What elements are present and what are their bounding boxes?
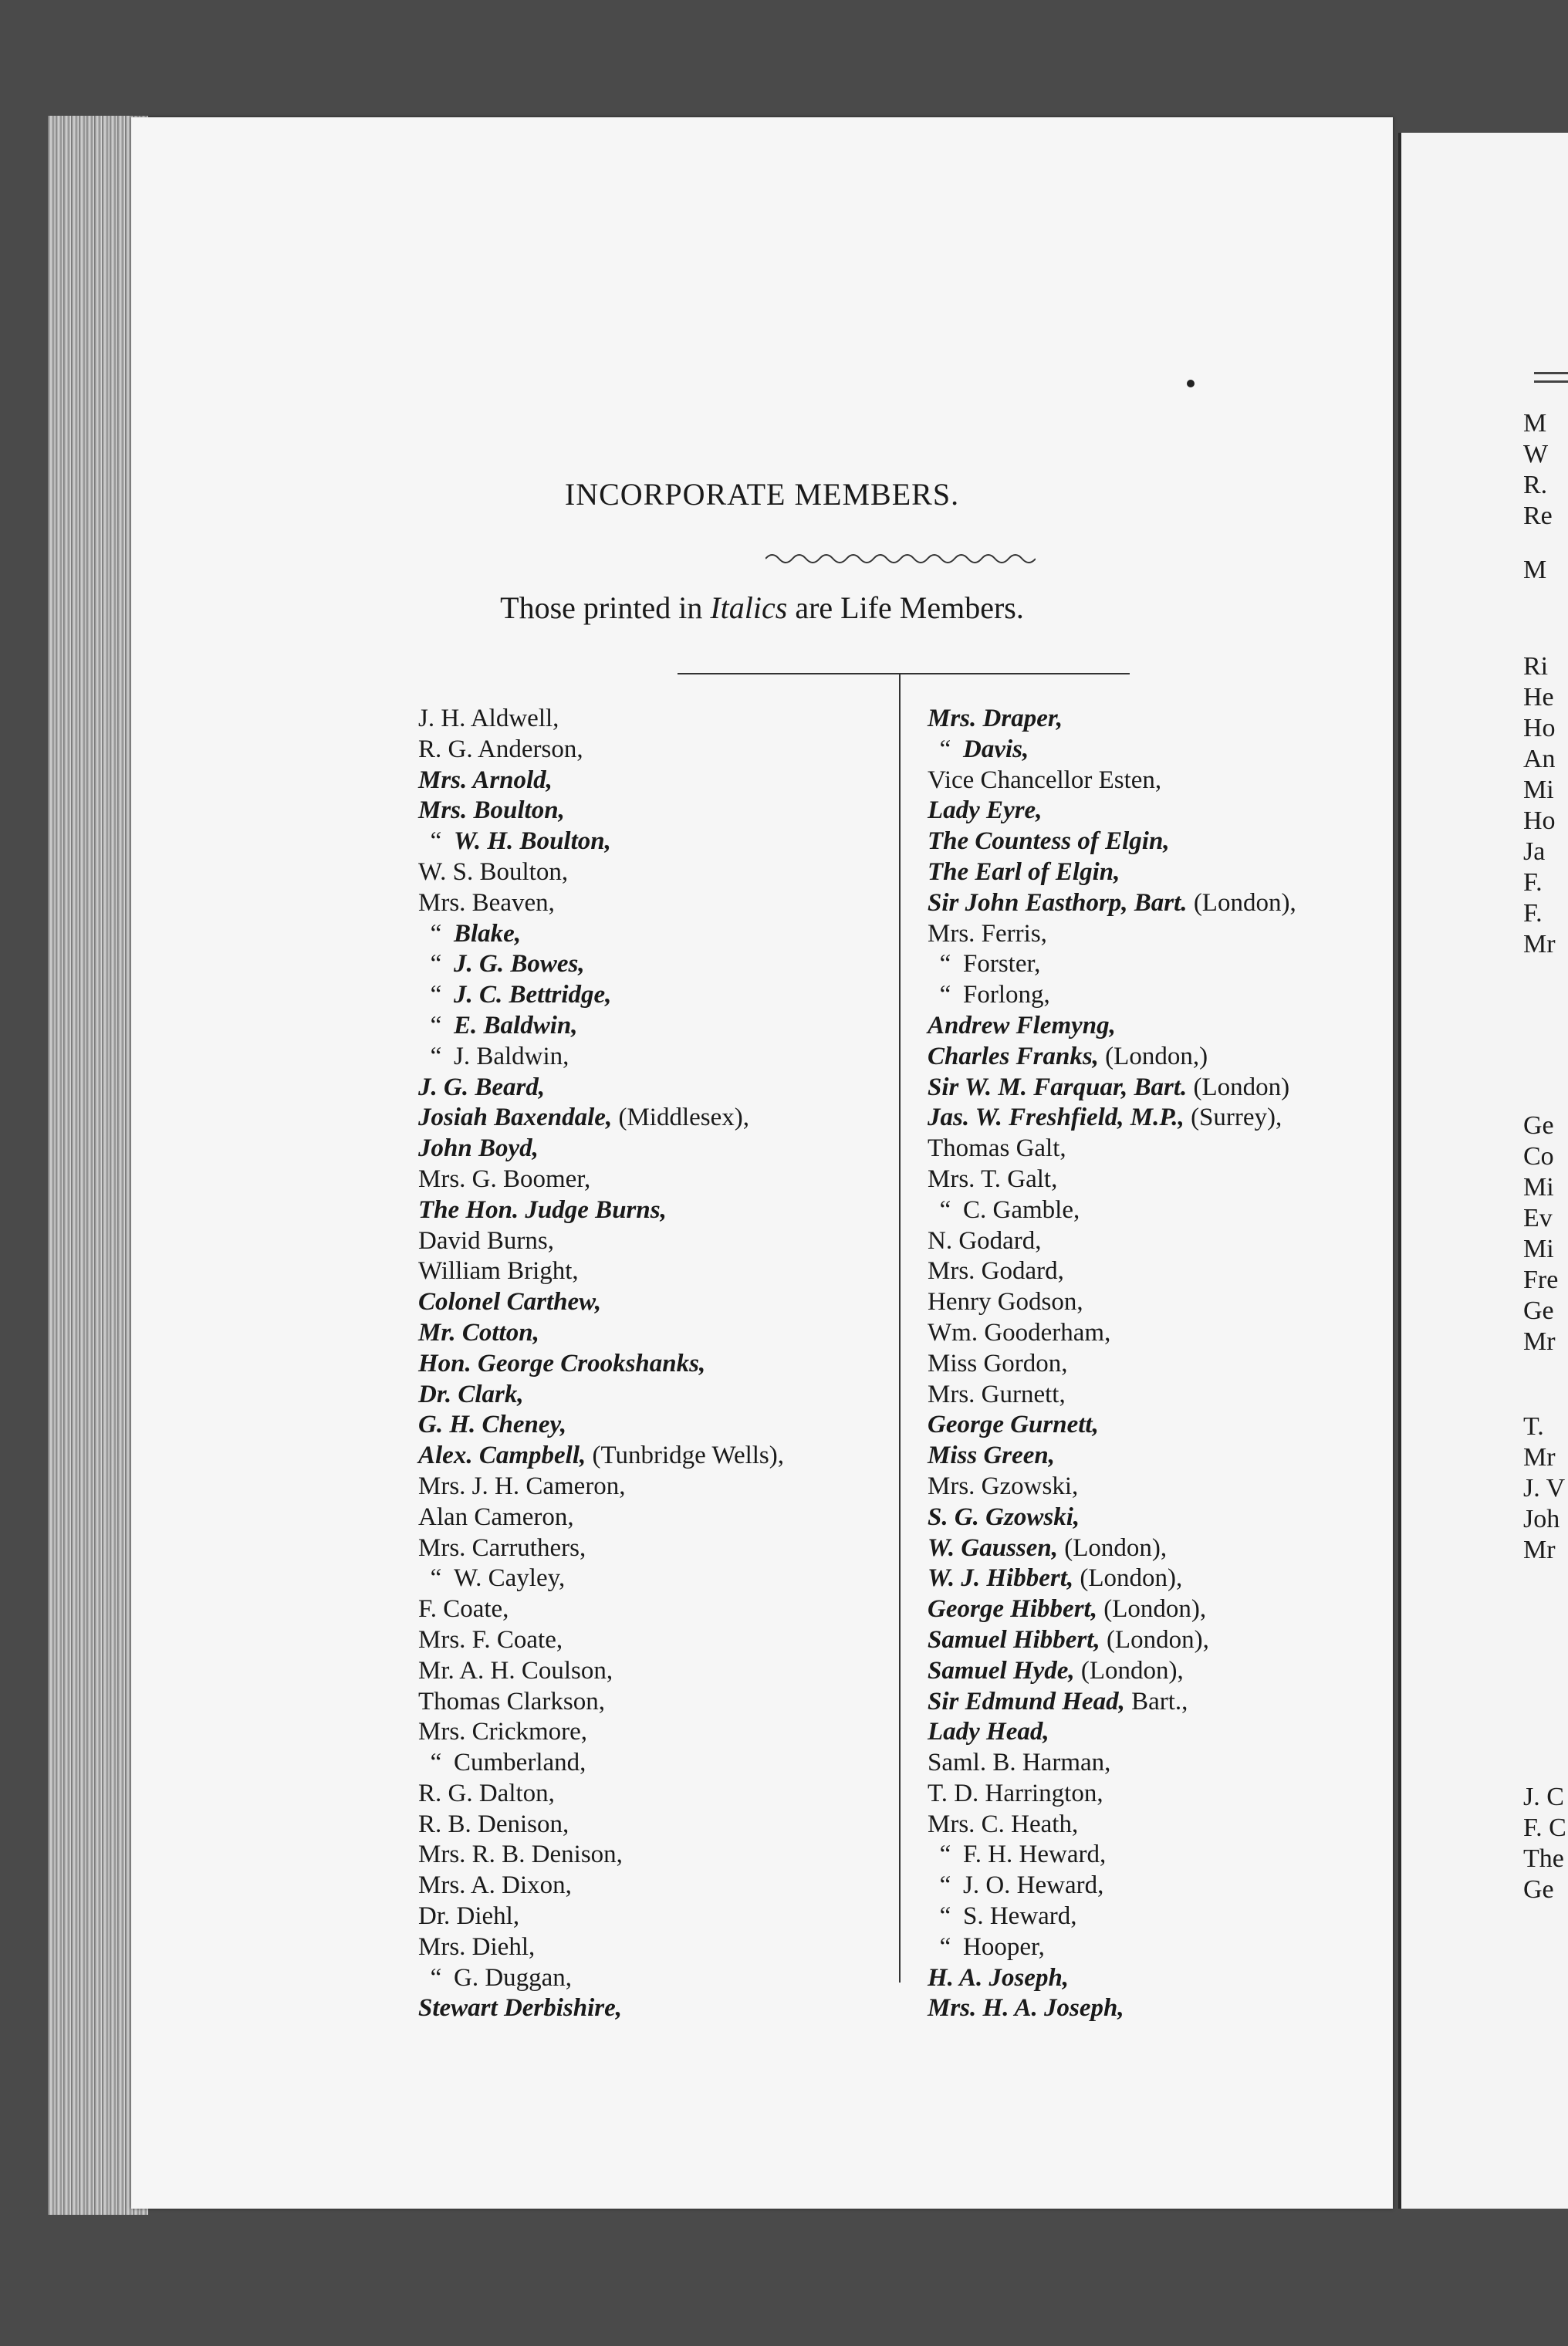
facing-page-fragment: Mr	[1523, 1536, 1556, 1564]
member-name: George Gurnett,	[928, 1411, 1099, 1439]
facing-page-fragment: J. V	[1523, 1474, 1566, 1503]
member-name: Mrs. A. Dixon,	[418, 1871, 572, 1900]
member-name: Mrs. Boulton,	[418, 796, 565, 825]
facing-page-fragment: Ja	[1523, 837, 1546, 866]
member-name: S. Heward,	[963, 1902, 1077, 1931]
facing-page-fragment: Mr	[1523, 930, 1556, 958]
member-entry	[418, 1380, 784, 1411]
member-entry	[928, 1594, 1296, 1625]
ditto-mark: “	[430, 950, 442, 979]
member-name: W. Gaussen,	[928, 1533, 1059, 1562]
ditto-mark: “	[939, 1902, 951, 1931]
facing-page-fragment: Joh	[1523, 1505, 1560, 1533]
member-entry	[418, 1717, 784, 1748]
member-entry	[418, 1410, 784, 1441]
member-entry	[928, 888, 1296, 919]
member-entry	[928, 1318, 1296, 1349]
member-name: Dr. Diehl,	[418, 1902, 520, 1931]
member-name: Sir John Easthorp, Bart.	[928, 888, 1188, 917]
subtitle-post: are Life Members.	[787, 590, 1024, 625]
member-entry	[418, 1134, 784, 1165]
ditto-mark: “	[430, 1042, 442, 1070]
member-name: Mrs. Ferris,	[928, 919, 1047, 948]
member-location: (London),	[1097, 1595, 1207, 1624]
member-entry	[928, 1810, 1296, 1841]
subtitle-pre: Those printed in	[500, 590, 711, 625]
member-entry	[928, 1656, 1296, 1687]
member-entry	[928, 1963, 1296, 1994]
member-location: (London),	[1073, 1564, 1183, 1593]
member-name: J. G. Bowes,	[454, 950, 585, 979]
header-rule	[678, 673, 1130, 674]
member-entry	[418, 1441, 784, 1472]
member-entry	[928, 1195, 1296, 1226]
ditto-mark: “	[939, 1932, 951, 1961]
member-name: Samuel Hibbert,	[928, 1625, 1100, 1654]
member-entry	[418, 1073, 784, 1104]
member-entry	[418, 1625, 784, 1656]
member-entry	[928, 1687, 1296, 1718]
member-name: Saml. B. Harman,	[928, 1749, 1111, 1777]
member-name: J. H. Aldwell,	[418, 705, 559, 732]
member-name: Forlong,	[963, 981, 1050, 1009]
facing-page-fragment: F. C	[1523, 1814, 1566, 1842]
member-entry	[418, 1256, 784, 1287]
member-entry	[418, 1103, 784, 1134]
member-entry	[928, 1748, 1296, 1779]
member-name: Mrs. Arnold,	[418, 766, 553, 794]
member-name: W. S. Boulton,	[418, 857, 569, 886]
member-entry	[928, 1779, 1296, 1810]
member-entry	[928, 1993, 1296, 2024]
members-column-left	[418, 704, 784, 2024]
member-name: T. D. Harrington,	[928, 1779, 1103, 1807]
facing-page-fragment: Ri	[1523, 652, 1549, 681]
member-name: Thomas Galt,	[928, 1134, 1066, 1163]
facing-page	[1398, 133, 1568, 2209]
member-entry	[928, 1871, 1296, 1901]
facing-page-fragment: The	[1523, 1844, 1564, 1873]
member-entry	[418, 1472, 784, 1503]
member-entry	[928, 735, 1296, 766]
member-name: F. Coate,	[418, 1595, 509, 1624]
member-location: (London),	[1074, 1656, 1184, 1685]
facing-page-fragment: Re	[1523, 502, 1553, 530]
member-location: (London),	[1187, 888, 1296, 917]
member-entry	[418, 1871, 784, 1901]
ditto-mark: “	[430, 981, 442, 1009]
book-page	[131, 117, 1393, 2209]
member-name: J. Baldwin,	[454, 1042, 569, 1070]
facing-page-fragment: Ge	[1523, 1875, 1554, 1904]
member-entry	[928, 704, 1296, 735]
facing-page-fragment: T.	[1523, 1412, 1544, 1441]
member-name: Charles Franks,	[928, 1042, 1099, 1070]
member-name: Mrs. F. Coate,	[418, 1625, 563, 1654]
member-entry	[928, 857, 1296, 888]
member-location: (London),	[1100, 1625, 1209, 1654]
ditto-mark: “	[430, 1749, 442, 1777]
subtitle-italic-word: Italics	[710, 590, 788, 625]
member-entry	[418, 796, 784, 827]
member-name: Mrs. Crickmore,	[418, 1718, 588, 1746]
member-name: Jas. W. Freshfield, M.P.,	[928, 1104, 1184, 1132]
member-entry	[418, 1993, 784, 2024]
member-entry	[418, 827, 784, 857]
facing-page-fragment: Mi	[1523, 776, 1554, 804]
ditto-mark: “	[430, 1011, 442, 1039]
member-entry	[418, 1349, 784, 1380]
member-entry	[418, 949, 784, 980]
member-name: Mr. A. H. Coulson,	[418, 1656, 613, 1685]
facing-page-fragment: Mr	[1523, 1443, 1556, 1472]
members-column-right	[928, 704, 1296, 2024]
facing-page-fragment: He	[1523, 683, 1554, 712]
member-name: C. Gamble,	[963, 1195, 1080, 1224]
member-name: W. Cayley,	[454, 1564, 566, 1593]
member-entry	[928, 1226, 1296, 1257]
facing-page-fragment: J. C	[1523, 1783, 1564, 1811]
ditto-mark: “	[939, 981, 951, 1009]
facing-page-fragment: Co	[1523, 1142, 1554, 1171]
member-entry	[928, 1042, 1296, 1073]
member-entry	[928, 1134, 1296, 1165]
member-location: (Surrey),	[1184, 1104, 1282, 1132]
ditto-mark: “	[939, 1841, 951, 1869]
member-name: Miss Gordon,	[928, 1349, 1068, 1378]
ditto-mark: “	[430, 1963, 442, 1992]
facing-page-fragment: Ev	[1523, 1204, 1553, 1232]
member-entry	[418, 1226, 784, 1257]
member-entry	[928, 1011, 1296, 1042]
member-name: Thomas Clarkson,	[418, 1687, 605, 1716]
ditto-mark: “	[430, 919, 442, 948]
member-entry	[418, 1963, 784, 1994]
member-name: Josiah Baxendale,	[418, 1104, 613, 1132]
member-name: J. G. Beard,	[418, 1073, 546, 1101]
member-entry	[928, 1717, 1296, 1748]
member-name: Mrs. C. Heath,	[928, 1810, 1079, 1838]
member-entry	[928, 1441, 1296, 1472]
member-location: Bart.,	[1124, 1687, 1188, 1716]
member-name: Mrs. G. Boomer,	[418, 1165, 591, 1193]
member-entry	[418, 1656, 784, 1687]
member-entry	[928, 1840, 1296, 1871]
facing-page-fragment: M	[1523, 409, 1547, 438]
member-entry	[418, 1840, 784, 1871]
member-entry	[418, 1165, 784, 1195]
member-name: E. Baldwin,	[454, 1011, 578, 1039]
member-name: S. G. Gzowski,	[928, 1503, 1080, 1531]
member-location: (London),	[1058, 1533, 1168, 1562]
facing-page-fragment: M	[1523, 556, 1547, 584]
member-name: David Burns,	[418, 1226, 554, 1255]
member-entry	[928, 1932, 1296, 1963]
member-location: (Tunbridge Wells),	[586, 1442, 785, 1470]
member-entry	[418, 1503, 784, 1533]
member-entry	[928, 1287, 1296, 1318]
member-entry	[928, 1901, 1296, 1932]
member-entry	[418, 1810, 784, 1841]
member-entry	[418, 735, 784, 766]
facing-page-fragment: Ge	[1523, 1296, 1554, 1325]
member-entry	[928, 1103, 1296, 1134]
member-name: Alex. Campbell,	[418, 1442, 586, 1470]
member-name: Hooper,	[963, 1932, 1045, 1961]
member-entry	[418, 1287, 784, 1318]
facing-page-fragment: Fre	[1523, 1266, 1559, 1294]
member-entry	[418, 1195, 784, 1226]
member-entry	[418, 766, 784, 796]
member-name: George Hibbert,	[928, 1595, 1097, 1624]
member-name: Mrs. T. Galt,	[928, 1165, 1058, 1193]
facing-page-fragment: Ge	[1523, 1111, 1554, 1140]
member-name: Mrs. Diehl,	[418, 1932, 536, 1961]
member-name: Stewart Derbishire,	[418, 1994, 623, 2023]
member-name: Cumberland,	[454, 1749, 586, 1777]
member-entry	[928, 1380, 1296, 1411]
member-name: Mr. Cotton,	[418, 1318, 539, 1347]
member-name: R. G. Anderson,	[418, 735, 583, 763]
column-divider	[899, 674, 901, 1983]
member-name: Hon. George Crookshanks,	[418, 1349, 706, 1378]
member-name: J. C. Bettridge,	[454, 981, 612, 1009]
ditto-mark: “	[430, 827, 442, 856]
ditto-mark: “	[939, 735, 951, 763]
ditto-mark: “	[939, 1195, 951, 1224]
member-name: Dr. Clark,	[418, 1380, 524, 1408]
member-name: Vice Chancellor Esten,	[928, 766, 1162, 794]
member-entry	[928, 1625, 1296, 1656]
member-name: H. A. Joseph,	[928, 1963, 1070, 1992]
member-entry	[418, 1594, 784, 1625]
member-entry	[928, 796, 1296, 827]
member-name: Mrs. Beaven,	[418, 888, 555, 917]
member-entry	[418, 980, 784, 1011]
member-name: W. H. Boulton,	[454, 827, 611, 856]
page-title: INCORPORATE MEMBERS.	[564, 477, 960, 512]
member-name: Mrs. Draper,	[928, 705, 1063, 732]
member-name: Samuel Hyde,	[928, 1656, 1075, 1685]
member-entry	[418, 1687, 784, 1718]
member-name: The Earl of Elgin,	[928, 857, 1120, 886]
facing-page-fragment: Ho	[1523, 806, 1556, 835]
member-entry	[418, 857, 784, 888]
member-name: Mrs. R. B. Denison,	[418, 1841, 623, 1869]
member-location: (London)	[1187, 1073, 1290, 1101]
member-entry	[928, 949, 1296, 980]
member-entry	[928, 1256, 1296, 1287]
ditto-mark: “	[430, 1564, 442, 1593]
member-entry	[418, 888, 784, 919]
member-name: W. J. Hibbert,	[928, 1564, 1074, 1593]
member-name: R. G. Dalton,	[418, 1779, 555, 1807]
member-entry	[418, 1011, 784, 1042]
member-name: G. Duggan,	[454, 1963, 573, 1992]
member-name: G. H. Cheney,	[418, 1411, 567, 1439]
member-name: Davis,	[963, 735, 1029, 763]
member-entry	[928, 1563, 1296, 1594]
member-name: Forster,	[963, 950, 1041, 979]
member-entry	[928, 980, 1296, 1011]
ditto-mark: “	[939, 1871, 951, 1900]
facing-page-fragment: Mr	[1523, 1327, 1556, 1356]
member-location: (Middlesex),	[612, 1104, 749, 1132]
member-location: (London,)	[1098, 1042, 1208, 1070]
member-name: Wm. Gooderham,	[928, 1318, 1111, 1347]
member-name: Henry Godson,	[928, 1288, 1083, 1317]
page-subtitle	[131, 590, 1393, 626]
member-entry	[418, 1748, 784, 1779]
ditto-mark: “	[939, 950, 951, 979]
member-name: The Hon. Judge Burns,	[418, 1195, 667, 1224]
member-entry	[418, 1533, 784, 1564]
facing-page-fragment: Mi	[1523, 1235, 1554, 1263]
member-name: Mrs. Carruthers,	[418, 1533, 586, 1562]
member-name: Sir Edmund Head,	[928, 1687, 1125, 1716]
member-name: Mrs. Gzowski,	[928, 1472, 1079, 1500]
member-name: J. O. Heward,	[963, 1871, 1104, 1900]
member-entry	[418, 1779, 784, 1810]
member-entry	[928, 1410, 1296, 1441]
member-name: Sir W. M. Farquar, Bart.	[928, 1073, 1188, 1101]
member-name: N. Godard,	[928, 1226, 1042, 1255]
member-entry	[418, 1901, 784, 1932]
member-entry	[418, 1318, 784, 1349]
member-name: Mrs. Godard,	[928, 1257, 1064, 1286]
member-name: William Bright,	[418, 1257, 579, 1286]
facing-page-fragment: Ho	[1523, 714, 1556, 742]
member-entry	[418, 1042, 784, 1073]
facing-page-fragment: F.	[1523, 899, 1543, 928]
member-entry	[418, 1563, 784, 1594]
member-name: John Boyd,	[418, 1134, 539, 1163]
member-entry	[928, 1503, 1296, 1533]
member-name: F. H. Heward,	[963, 1841, 1107, 1869]
facing-page-fragment: Mi	[1523, 1173, 1554, 1202]
member-entry	[928, 919, 1296, 950]
facing-page-fragment: An	[1523, 745, 1556, 773]
member-name: Mrs. H. A. Joseph,	[928, 1994, 1124, 2023]
facing-page-fragment: F.	[1523, 868, 1543, 897]
member-name: Lady Head,	[928, 1718, 1049, 1746]
member-name: Colonel Carthew,	[418, 1288, 602, 1317]
member-entry	[418, 1932, 784, 1963]
member-entry	[928, 1073, 1296, 1104]
member-name: Andrew Flemyng,	[928, 1011, 1116, 1039]
member-entry	[928, 1472, 1296, 1503]
member-entry	[418, 704, 784, 735]
member-name: Mrs. Gurnett,	[928, 1380, 1066, 1408]
member-name: R. B. Denison,	[418, 1810, 569, 1838]
facing-page-fragment: R.	[1523, 471, 1548, 499]
member-name: Blake,	[454, 919, 522, 948]
facing-page-rule	[1534, 372, 1568, 383]
facing-page-fragment: W	[1523, 440, 1549, 468]
member-entry	[928, 827, 1296, 857]
ornamental-wavy-rule	[765, 551, 1036, 566]
member-entry	[928, 1165, 1296, 1195]
member-name: Mrs. J. H. Cameron,	[418, 1472, 626, 1500]
member-name: The Countess of Elgin,	[928, 827, 1170, 856]
member-entry	[418, 919, 784, 950]
member-name: Lady Eyre,	[928, 796, 1043, 825]
member-entry	[928, 1349, 1296, 1380]
member-name: Miss Green,	[928, 1442, 1056, 1470]
printer-mark	[1187, 380, 1195, 387]
member-entry	[928, 766, 1296, 796]
member-entry	[928, 1533, 1296, 1564]
member-name: Alan Cameron,	[418, 1503, 574, 1531]
